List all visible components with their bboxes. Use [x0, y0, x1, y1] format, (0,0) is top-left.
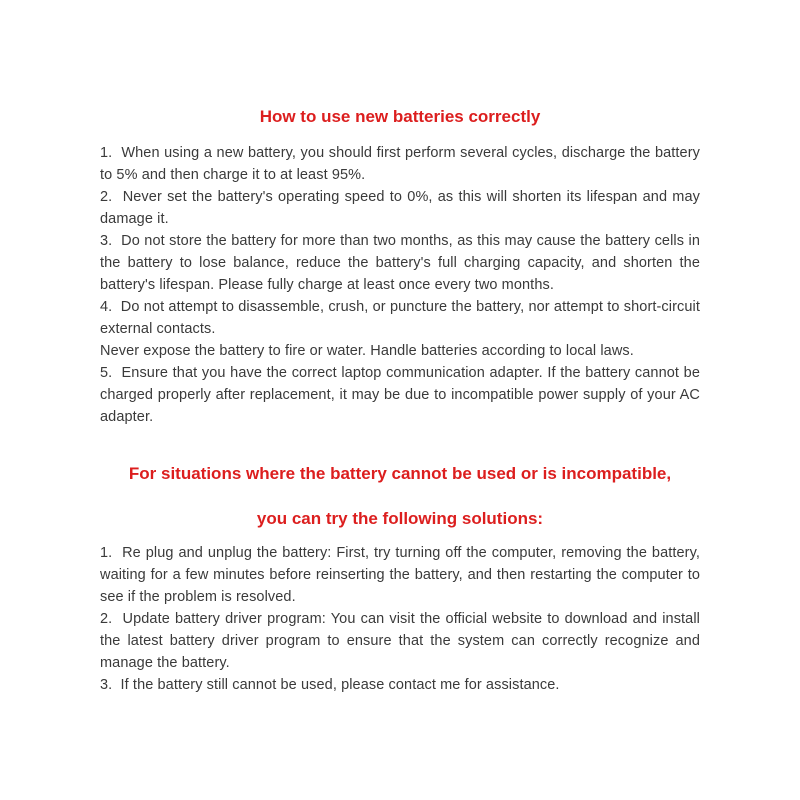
section2-title-line1: For situations where the battery cannot be used or is incompatible,	[128, 464, 672, 483]
paragraph: 1. Re plug and unplug the battery: First, try turning off the computer, removing the battery, waiting for a few minutes before reinserting the battery, and then restarting the computer to see if the problem is resolved.	[100, 545, 700, 605]
section1-body	[100, 142, 700, 428]
paragraph: 2. Never set the battery's operating speed to 0%, as this will shorten its lifespan and may damage it.	[100, 189, 700, 227]
paragraph: 3. Do not store the battery for more than two months, as this may cause the battery cells in the battery to lose balance, reduce the battery's full charging capacity, and shorten the battery's lifespan. Please fully charge at least once every two months.	[100, 233, 700, 293]
paragraph: 3. If the battery still cannot be used, please contact me for assistance.	[100, 677, 560, 693]
section2-body	[100, 542, 700, 696]
paragraph: 4. Do not attempt to disassemble, crush, or puncture the battery, nor attempt to short-circuit external contacts.	[100, 299, 700, 337]
paragraph: 5. Ensure that you have the correct laptop communication adapter. If the battery cannot be charged properly after replacement, it may be due to incompatible power supply of your AC adapter.	[100, 365, 700, 425]
paragraph: 1. When using a new battery, you should first perform several cycles, discharge the battery to 5% and then charge it to at least 95%.	[100, 145, 700, 183]
paragraph: Never expose the battery to fire or water. Handle batteries according to local laws.	[100, 343, 634, 359]
section2-title-line2: you can try the following solutions:	[256, 509, 544, 528]
paragraph: 2. Update battery driver program: You can visit the official website to download and install the latest battery driver program to ensure that the system can correctly recognize and manage the battery.	[100, 611, 700, 671]
section1-title: How to use new batteries correctly	[259, 107, 541, 126]
section2-title	[100, 463, 700, 530]
